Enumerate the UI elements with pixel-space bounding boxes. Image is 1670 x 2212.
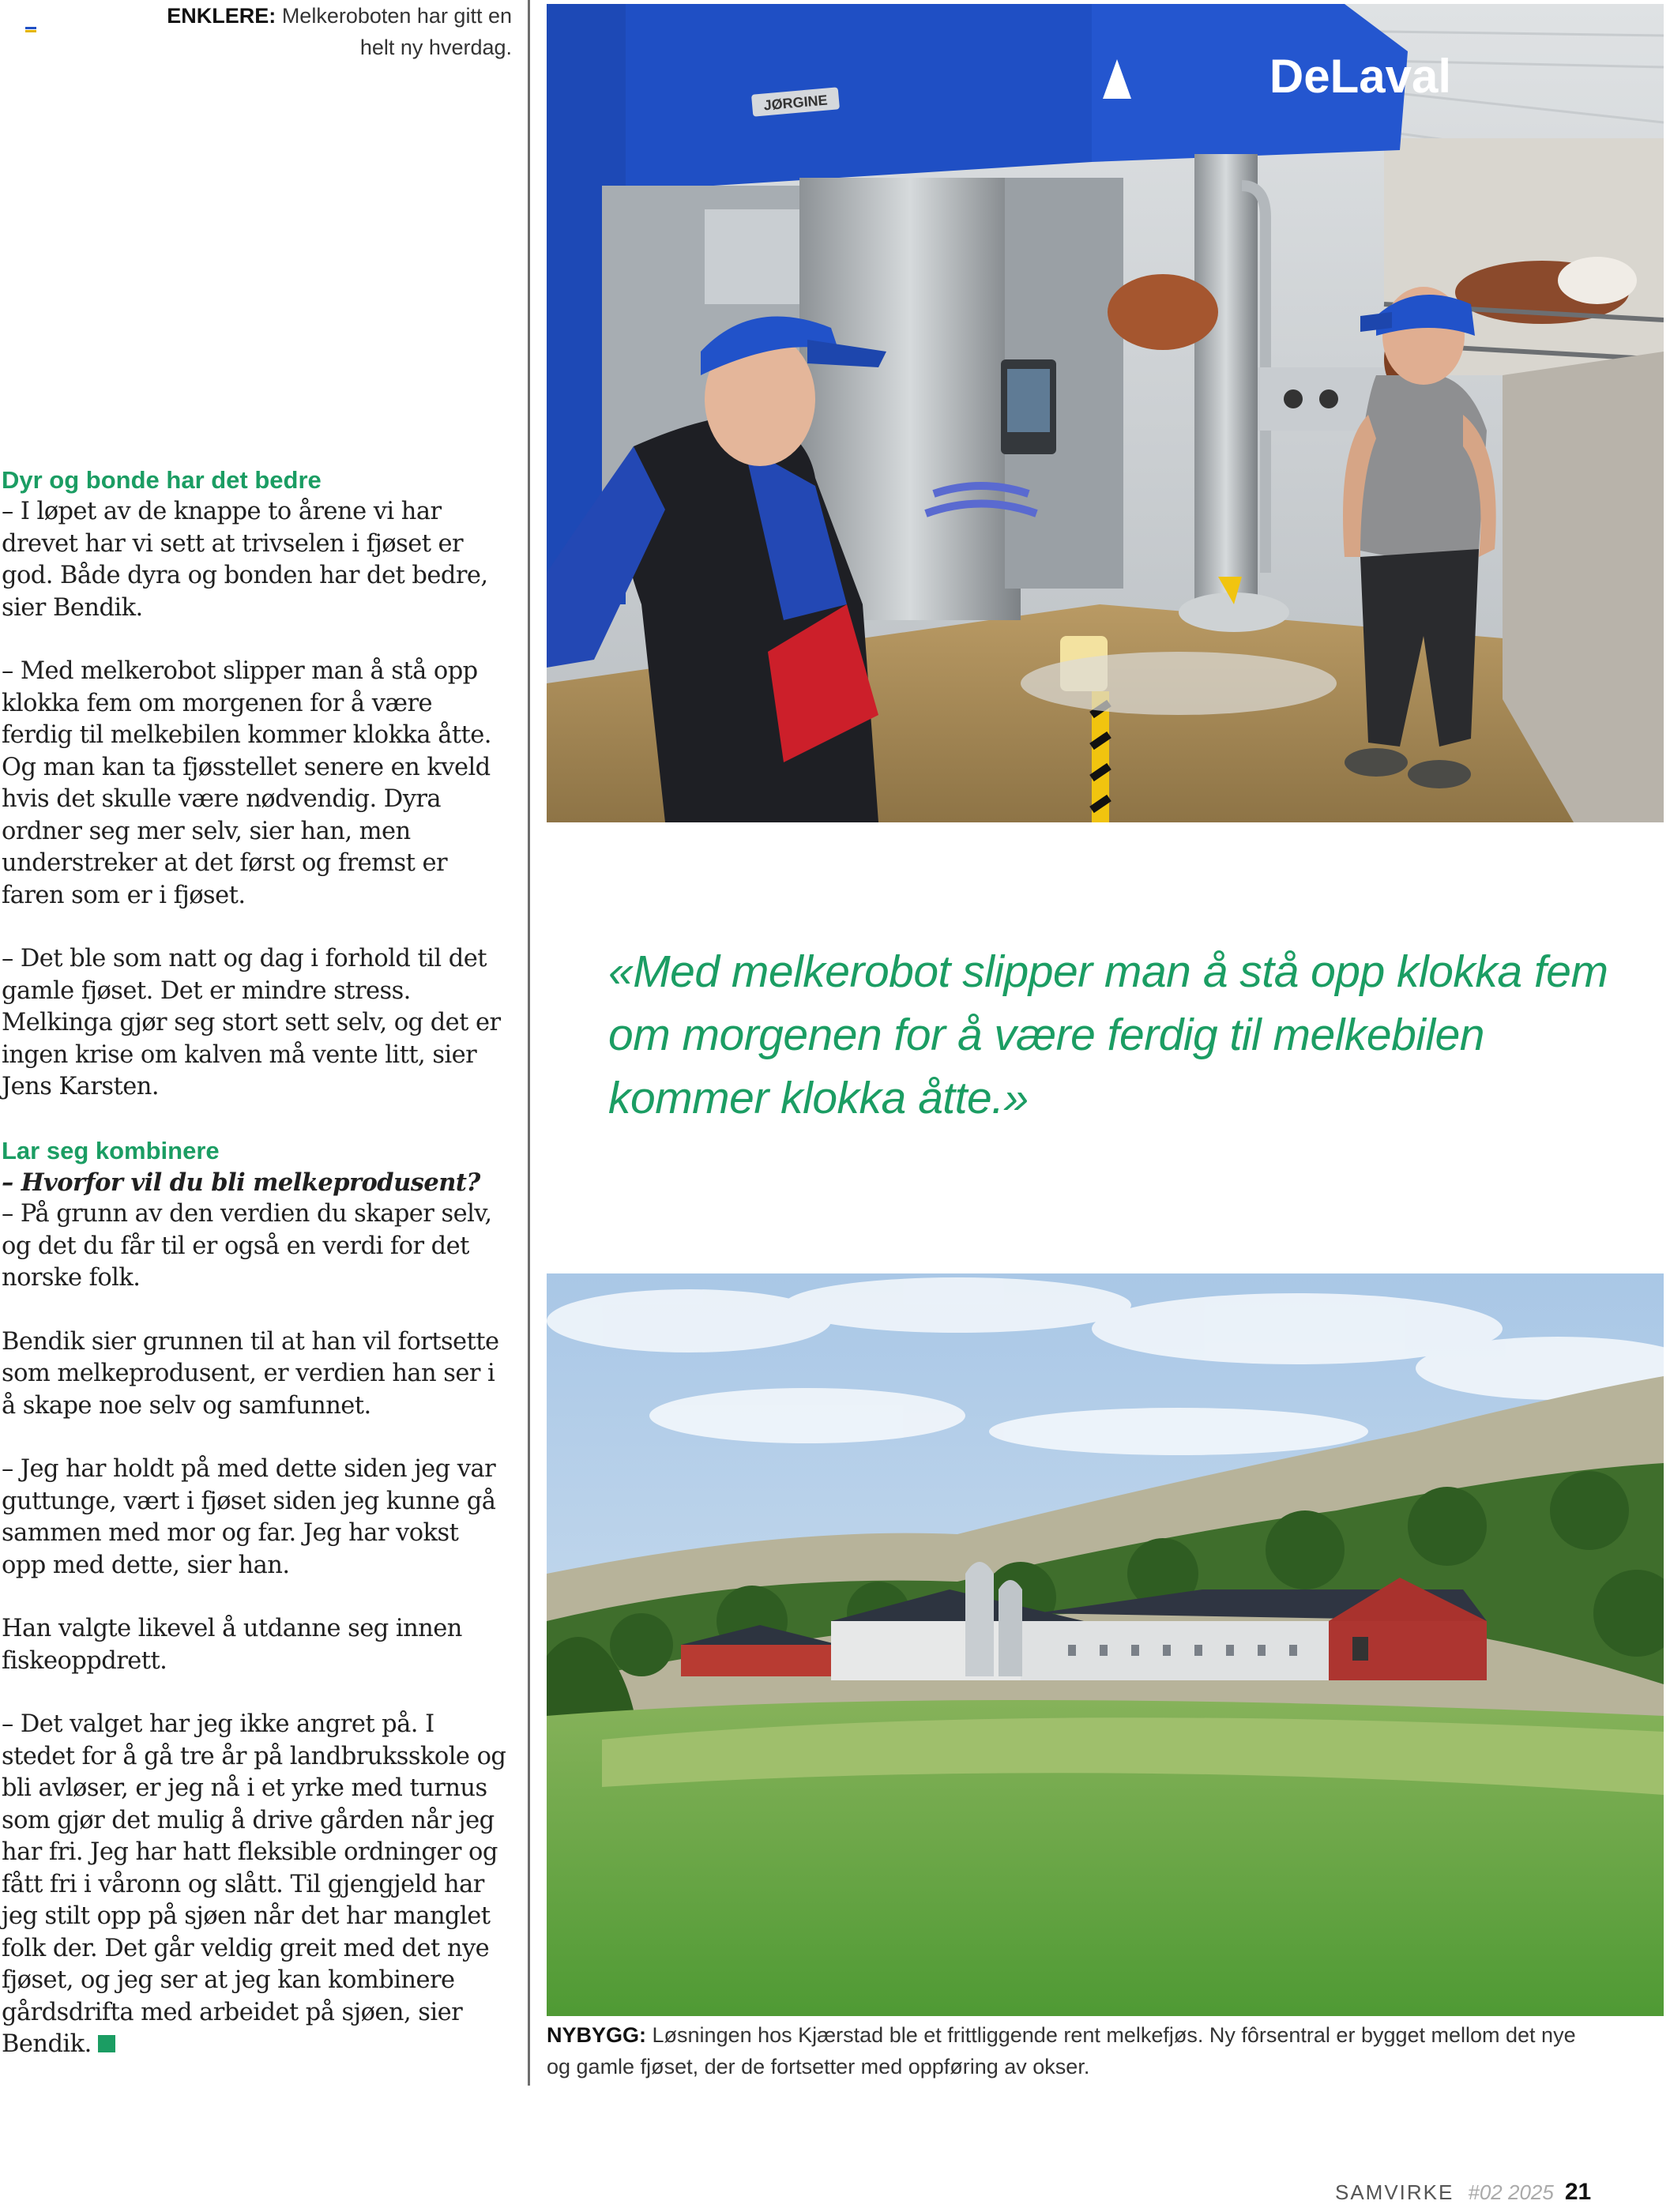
paragraph: – Jeg har holdt på med dette siden jeg var guttunge, vært i fjøset siden jeg kunne gå sammen med mor og far. Jeg har vokst opp med dette, sier han.: [2, 1455, 496, 1579]
article-body: [2, 465, 507, 2061]
robot-name-plate: JØRGINE: [762, 92, 829, 114]
interview-question: – Hvorfor vil du bli melkeprodusent?: [2, 1168, 480, 1197]
magazine-name: SAMVIRKE: [1335, 2180, 1454, 2204]
issue-number: #02 2025: [1468, 2180, 1554, 2204]
bottom-photo-caption: [547, 2019, 1605, 2082]
paragraph: – Det ble som natt og dag i forhold til det gamle fjøset. Det er mindre stress. Melkinga gjør seg stort sett selv, og det er ingen krise om kalven må vente litt, sier Jens Karsten.: [2, 945, 501, 1100]
farm-barn-photo: [547, 1273, 1664, 2016]
paragraph-last-text: – Det valget har jeg ikke angret på. I stedet for å gå tre år på landbruksskole og bli avløser, er jeg nå i et yrke med turnus som gjør det mulig å drive gården når jeg har fri. Jeg har hatt fleksible ordninger og fått fri i våronn og slått. Til gjengjeld har jeg stilt opp på sjøen når det har manglet folk der. Det går veldig greit med det nye fjøset, og jeg ser at jeg kan kombinere gårdsdrifta med arbeidet på sjøen, sier Bendik.: [2, 1710, 506, 2058]
paragraph: – På grunn av den verdien du skaper selv, og det du får til er også en verdi for det norske folk.: [2, 1200, 492, 1292]
paragraph: Bendik sier grunnen til at han vil fortsette som melkeprodusent, er verdien han ser i å skape noe selv og samfunnet.: [2, 1327, 499, 1420]
top-photo-caption: [158, 0, 512, 63]
paragraph-last: [2, 1709, 507, 2061]
section-heading-dyr-og-bonde: Dyr og bonde har det bedre: [2, 466, 322, 494]
bottom-caption-text: Løsningen hos Kjærstad ble et frittliggende rent melkefjøs. Ny fôrsentral er bygget mellom det nye og gamle fjøset, der de fortsetter med oppføring av okser.: [547, 2023, 1576, 2078]
page-footer: [1335, 2179, 1651, 2207]
top-caption-label: ENKLERE:: [167, 4, 276, 28]
delaval-logo-text: DeLaval: [1269, 50, 1452, 103]
milking-robot-photo: [547, 4, 1664, 822]
section-heading-lar-seg-kombinere: Lar seg kombinere: [2, 1136, 220, 1164]
pull-quote: «Med melkerobot slipper man å stå opp klokka fem om morgenen for å være ferdig til melkebilen kommer klokka åtte.»: [608, 946, 1608, 1123]
column-divider: [528, 0, 530, 2086]
page-number: 21: [1564, 2179, 1592, 2205]
bottom-caption-label: NYBYGG:: [547, 2023, 647, 2047]
paragraph: Han valgte likevel å utdanne seg innen fiskeoppdrett.: [2, 1615, 462, 1675]
paragraph: – I løpet av de knappe to årene vi har drevet har vi sett at trivselen i fjøset er god. Både dyra og bonden har det bedre, sier Bendik.: [2, 498, 488, 622]
flag-icon: [25, 27, 36, 35]
article-end-mark: [98, 2035, 115, 2052]
top-caption-text: Melkeroboten har gitt en helt ny hverdag.: [281, 4, 512, 59]
paragraph: – Med melkerobot slipper man å stå opp klokka fem om morgenen for å være ferdig til melkebilen kommer klokka åtte. Og man kan ta fjøsstellet senere en kveld hvis det skulle være nødvendig. Dyra ordner seg mer selv, sier han, men understreker at det først og fremst er faren som er i fjøset.: [2, 657, 491, 909]
